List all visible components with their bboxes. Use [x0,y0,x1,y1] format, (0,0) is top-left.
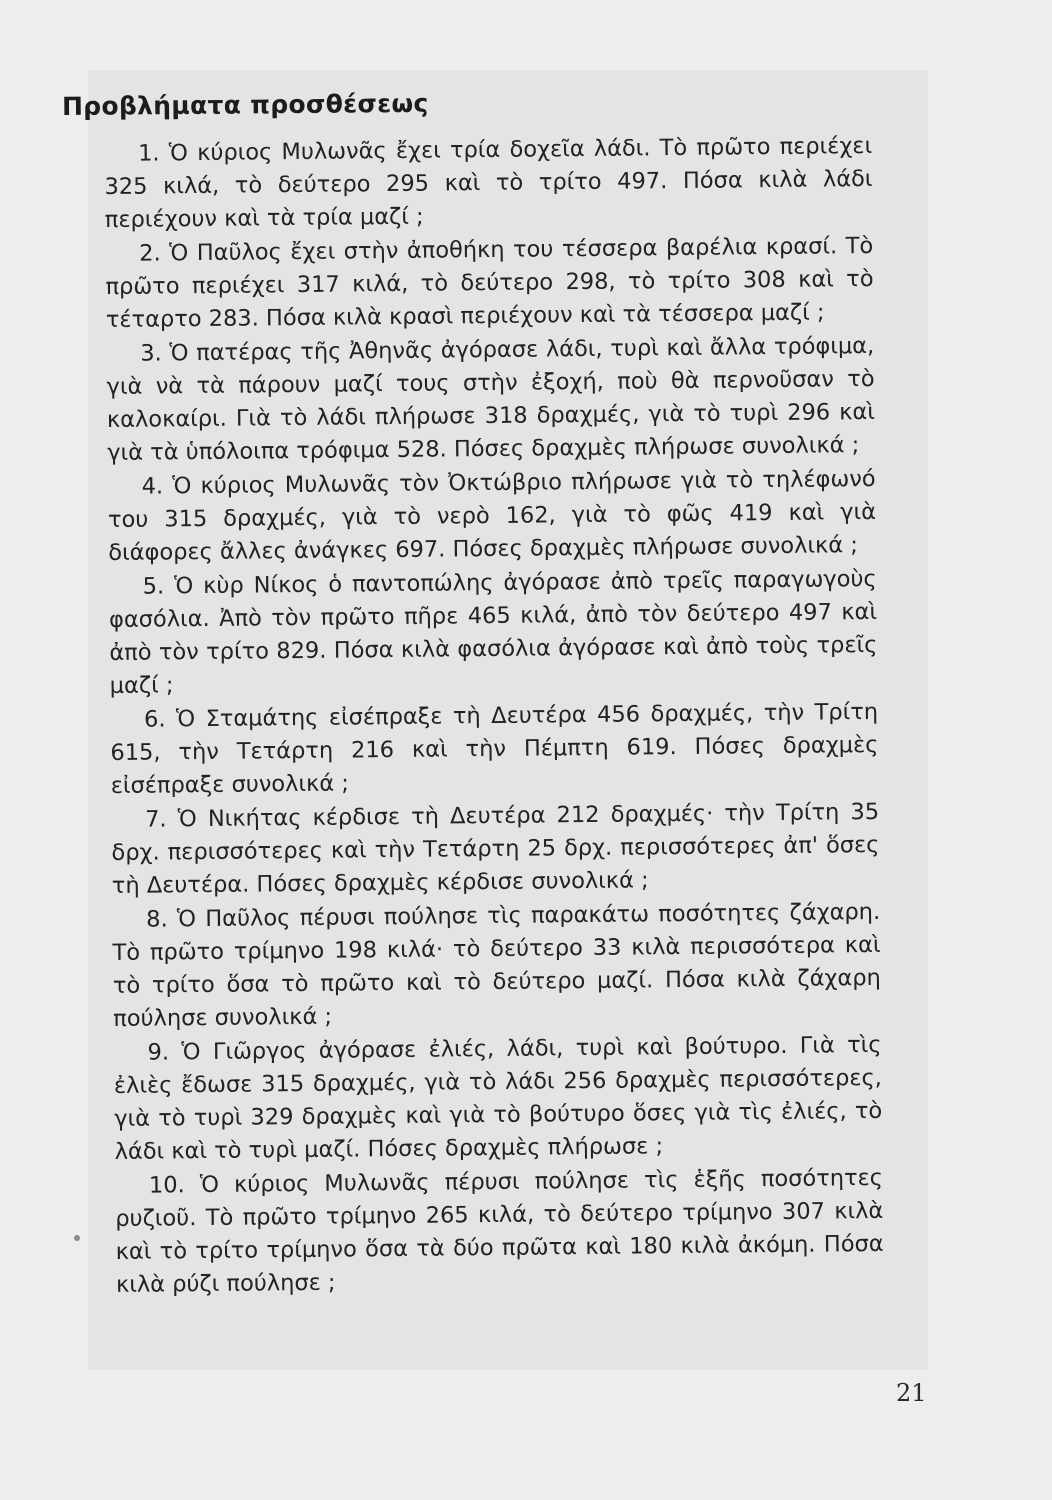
problem-text: Ὁ κύριος Μυλωνᾶς τὸν Ὀκτώβριο πλήρωσε γιὰ τὸ τηλέφωνό του 315 δραχμές, γιὰ τὸ νερὸ 162, γιὰ τὸ φῶς 419 καὶ γιὰ διάφορες ἄλλες ἀνάγκες 697. Πόσες δραχμὲς πλήρωσε συνολικά ; [107,465,877,566]
problem-text: Ὁ Γιῶργος ἀγόρασε ἐλιές, λάδι, τυρὶ καὶ βούτυρο. Γιὰ τὶς ἐλιὲς ἔδωσε 315 δραχμές, γιὰ τὸ λάδι 256 δραχμὲς περισσότερες, γιὰ τὸ τυρὶ 329 δραχμὲς καὶ γιὰ τὸ βούτυρο ὅσες γιὰ τὶς ἐλιές, τὸ λάδι καὶ τὸ τυρὶ μαζί. Πόσες δραχμὲς πλήρωσε ; [113,1031,883,1165]
problem-text: Ὁ Νικήτας κέρδισε τὴ Δευτέρα 212 δραχμές· τὴν Τρίτη 35 δρχ. περισσότερες καὶ τὴν Τετάρτη 25 δρχ. περισσότερες ἀπ' ὅσες τὴ Δευτέρα. Πόσες δραχμὲς κέρδισε συνολικά ; [111,798,880,899]
problem-6 [110,696,879,803]
page-number: 21 [896,1379,927,1407]
problem-9 [113,1029,882,1169]
problem-number: 5. [142,573,165,600]
problem-number: 1. [138,140,160,167]
problem-number: 9. [147,1039,170,1066]
problem-number: 3. [140,340,162,367]
problem-7 [111,796,880,903]
problem-text: Ὁ Παῦλος πέρυσι πούλησε τὶς παρακάτω ποσότητες ζάχαρη. Τὸ πρῶτο τρίμηνο 198 κιλά· τὸ δεύτερο 33 κιλὰ περισσότερα καὶ τὸ τρίτο ὅσα τὸ πρῶτο καὶ τὸ δεύτερο μαζί. Πόσα κιλὰ ζάχαρη πούλησε συνολικά ; [112,898,881,1032]
problem-text: Ὁ κὺρ Νίκος ὁ παντοπώλης ἀγόρασε ἀπὸ τρεῖς παραγωγοὺς φασόλια. Ἀπὸ τὸν πρῶτο πῆρε 465 κιλά, ἀπὸ τὸν δεύτερο 497 καὶ ἀπὸ τὸν τρίτο 829. Πόσα κιλὰ φασόλια ἀγόρασε καὶ ἀπὸ τοὺς τρεῖς μαζί ; [108,565,878,699]
problem-number: 8. [146,906,168,933]
problem-2 [105,230,874,337]
problem-text: Ὁ κύριος Μυλωνᾶς ἔχει τρία δοχεῖα λάδι. Τὸ πρῶτο περιέχει 325 κιλά, τὸ δεύτερο 295 καὶ τὸ τρίτο 497. Πόσα κιλὰ λάδι περιέχουν καὶ τὰ τρία μαζί ; [104,132,873,233]
problem-text: Ὁ Σταμάτης εἰσέπραξε τὴ Δευτέρα 456 δραχμές, τὴν Τρίτη 615, τὴν Τετάρτη 216 καὶ τὴν Πέμπτη 619. Πόσες δραχμὲς εἰσέπραξε συνολικά ; [110,698,879,799]
problem-number: 2. [139,240,161,267]
problem-text: Ὁ Παῦλος ἔχει στὴν ἀποθήκη του τέσσερα βαρέλια κρασί. Τὸ πρῶτο περιέχει 317 κιλά, τὸ δεύτερο 298, τὸ τρίτο 308 καὶ τὸ τέταρτο 283. Πόσα κιλὰ κρασὶ περιέχουν καὶ τὰ τέσσερα μαζί ; [105,232,874,333]
section-title: Προβλήματα προσθέσεως [61,88,429,121]
problem-text: Ὁ κύριος Μυλωνᾶς πέρυσι πούλησε τὶς ἑξῆς ποσότητες ρυζιοῦ. Τὸ πρῶτο τρίμηνο 265 κιλά, τὸ δεύτερο τρίμηνο 307 κιλὰ καὶ τὸ τρίτο τρίμηνο ὅσα τὰ δύο πρῶτα καὶ 180 κιλὰ ἀκόμη. Πόσα κιλὰ ρύζι πούλησε ; [115,1164,884,1298]
problem-1 [104,130,873,237]
problem-number: 6. [143,706,166,733]
problem-5 [109,563,878,703]
problem-10 [115,1162,884,1302]
problem-number: 7. [145,806,167,833]
problem-4 [107,463,876,570]
problem-number: 4. [141,473,164,500]
problem-text: Ὁ πατέρας τῆς Ἀθηνᾶς ἀγόρασε λάδι, τυρὶ καὶ ἄλλα τρόφιμα, γιὰ νὰ τὰ πάρουν μαζί τους στὴν ἐξοχή, ποὺ θὰ περνοῦσαν τὸ καλοκαίρι. Γιὰ τὸ λάδι πλήρωσε 318 δραχμές, γιὰ τὸ τυρὶ 296 καὶ γιὰ τὰ ὑπόλοιπα τρόφιμα 528. Πόσες δραχμὲς πλήρωσε συνολικά ; [106,332,876,466]
problem-number: 10. [148,1172,185,1199]
problem-8 [112,896,881,1036]
problem-3 [106,330,875,470]
ink-speck [74,1235,80,1241]
problem-list [104,130,884,1303]
